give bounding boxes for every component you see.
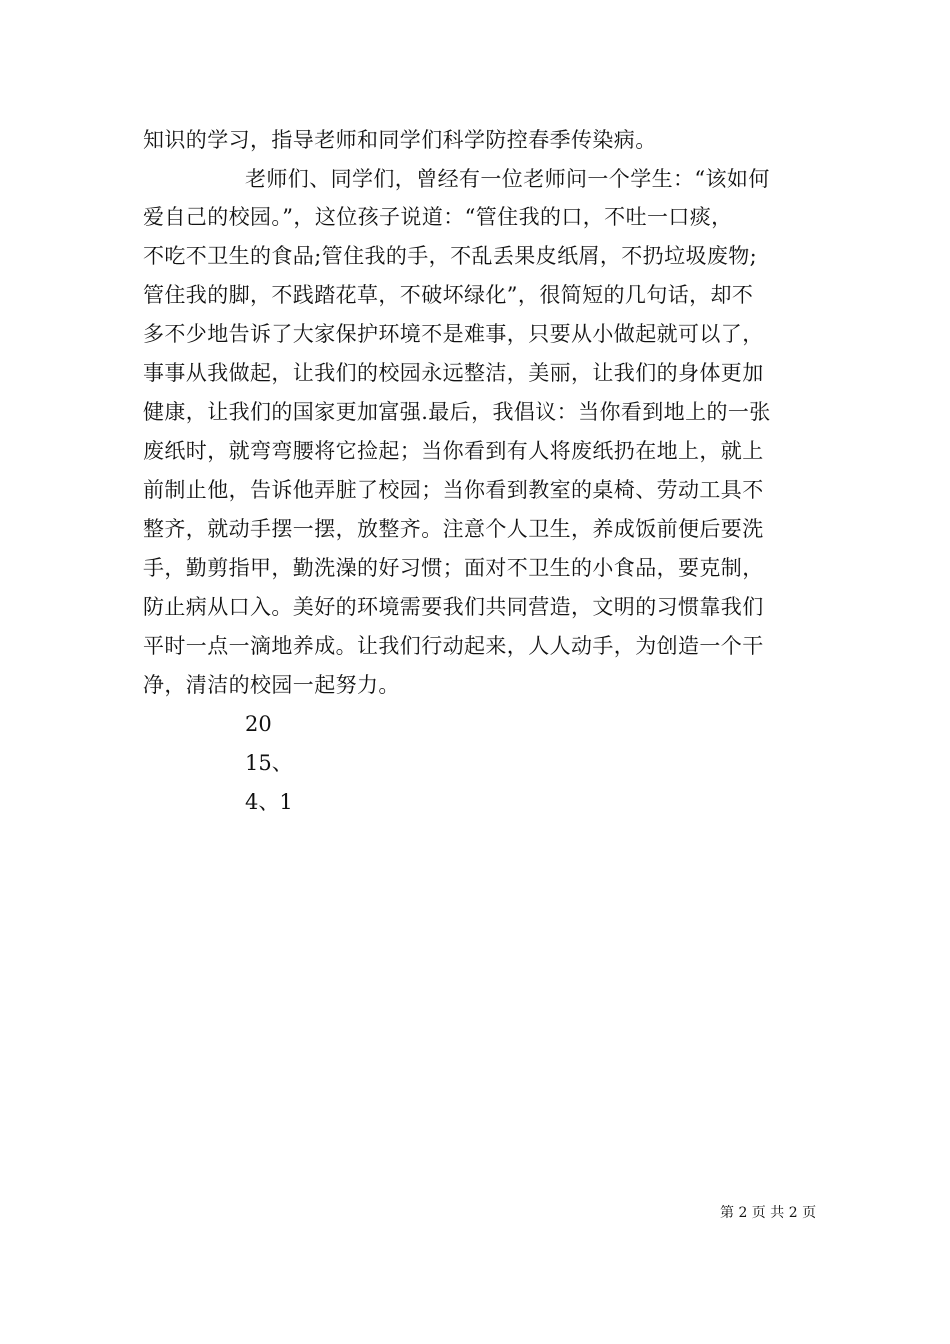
paragraph-line: 事事从我做起，让我们的校园永远整洁，美丽，让我们的身体更加 xyxy=(143,361,764,385)
paragraph-line: 老师们、同学们，曾经有一位老师问一个学生：“该如何 xyxy=(245,167,770,191)
paragraph-line: 防止病从口入。美好的环境需要我们共同营造，文明的习惯靠我们 xyxy=(143,595,764,619)
paragraph-line: 管住我的脚，不践踏花草，不破坏绿化”，很简短的几句话，却不 xyxy=(143,283,754,307)
paragraph-line: 知识的学习，指导老师和同学们科学防控春季传染病。 xyxy=(143,128,657,152)
paragraph-line: 净，清洁的校园一起努力。 xyxy=(143,673,400,697)
paragraph-line: 废纸时，就弯弯腰将它捡起；当你看到有人将废纸扔在地上，就上 xyxy=(143,439,764,463)
paragraph-line: 爱自己的校园。”，这位孩子说道：“管住我的口，不吐一口痰， xyxy=(143,205,733,229)
paragraph-line: 多不少地告诉了大家保护环境不是难事，只要从小做起就可以了， xyxy=(143,322,764,346)
paragraph-line: 不吃不卫生的食品;管住我的手，不乱丢果皮纸屑，不扔垃圾废物; xyxy=(143,244,758,268)
paragraph-line: 手，勤剪指甲，勤洗澡的好习惯；面对不卫生的小食品，要克制， xyxy=(143,556,764,580)
paragraph-line: 整齐，就动手摆一摆，放整齐。注意个人卫生，养成饭前便后要洗 xyxy=(143,517,764,541)
page-footer: 第 2 页 共 2 页 xyxy=(720,1205,817,1221)
date-line: 15、 xyxy=(245,751,293,775)
paragraph-line: 健康，让我们的国家更加富强.最后，我倡议：当你看到地上的一张 xyxy=(143,400,771,424)
date-line: 4、1 xyxy=(245,790,293,814)
paragraph-line: 前制止他，告诉他弄脏了校园；当你看到教室的桌椅、劳动工具不 xyxy=(143,478,764,502)
paragraph-line: 平时一点一滴地养成。让我们行动起来，人人动手，为创造一个干 xyxy=(143,634,764,658)
date-line: 20 xyxy=(245,712,272,736)
